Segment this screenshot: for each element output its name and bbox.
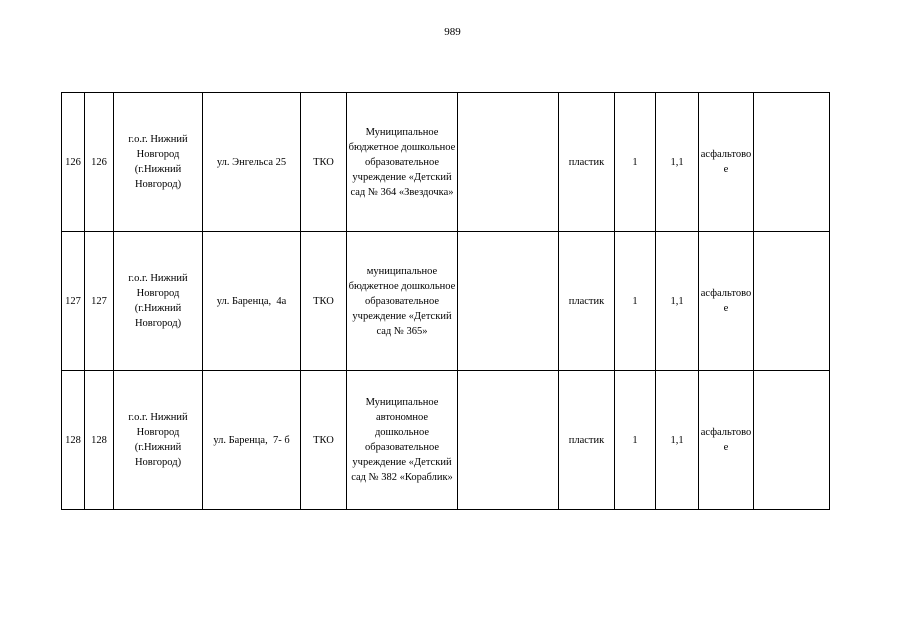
- volume-cell: 1,1: [656, 371, 699, 510]
- empty-cell: [458, 232, 559, 371]
- row-number-cell: 128: [62, 371, 85, 510]
- empty-cell: [458, 93, 559, 232]
- site-id-cell: 128: [85, 371, 114, 510]
- organization-cell: Муниципальное автономное дошкольное образовательное учреждение «Детский сад № 382 «Кораблик»: [347, 371, 458, 510]
- organization-cell: Муниципальное бюджетное дошкольное образовательное учреждение «Детский сад № 364 «Звездочка»: [347, 93, 458, 232]
- row-number-cell: 127: [62, 232, 85, 371]
- address-cell: ул. Баренца, 7- б: [203, 371, 301, 510]
- site-id-cell: 126: [85, 93, 114, 232]
- volume-cell: 1,1: [656, 93, 699, 232]
- container-count-cell: 1: [615, 232, 656, 371]
- municipality-cell: г.о.г. Нижний Новгород (г.Нижний Новгород): [114, 93, 203, 232]
- container-count-cell: 1: [615, 371, 656, 510]
- table-row: [62, 93, 830, 232]
- address-cell: ул. Баренца, 4а: [203, 232, 301, 371]
- organization-cell: муниципальное бюджетное дошкольное образовательное учреждение «Детский сад № 365»: [347, 232, 458, 371]
- extra-cell: [754, 93, 830, 232]
- address-cell: ул. Энгельса 25: [203, 93, 301, 232]
- table-row: [62, 371, 830, 510]
- empty-cell: [458, 371, 559, 510]
- material-cell: пластик: [559, 93, 615, 232]
- waste-type-cell: ТКО: [301, 93, 347, 232]
- row-number-cell: 126: [62, 93, 85, 232]
- material-cell: пластик: [559, 371, 615, 510]
- volume-cell: 1,1: [656, 232, 699, 371]
- waste-type-cell: ТКО: [301, 371, 347, 510]
- table-row: [62, 232, 830, 371]
- container-count-cell: 1: [615, 93, 656, 232]
- waste-type-cell: ТКО: [301, 232, 347, 371]
- surface-cell: асфальтовое: [699, 93, 754, 232]
- material-cell: пластик: [559, 232, 615, 371]
- municipality-cell: г.о.г. Нижний Новгород (г.Нижний Новгород): [114, 371, 203, 510]
- surface-cell: асфальтовое: [699, 232, 754, 371]
- registry-table: [61, 92, 830, 510]
- extra-cell: [754, 232, 830, 371]
- municipality-cell: г.о.г. Нижний Новгород (г.Нижний Новгород): [114, 232, 203, 371]
- site-id-cell: 127: [85, 232, 114, 371]
- page-number: 989: [444, 26, 461, 38]
- surface-cell: асфальтовое: [699, 371, 754, 510]
- extra-cell: [754, 371, 830, 510]
